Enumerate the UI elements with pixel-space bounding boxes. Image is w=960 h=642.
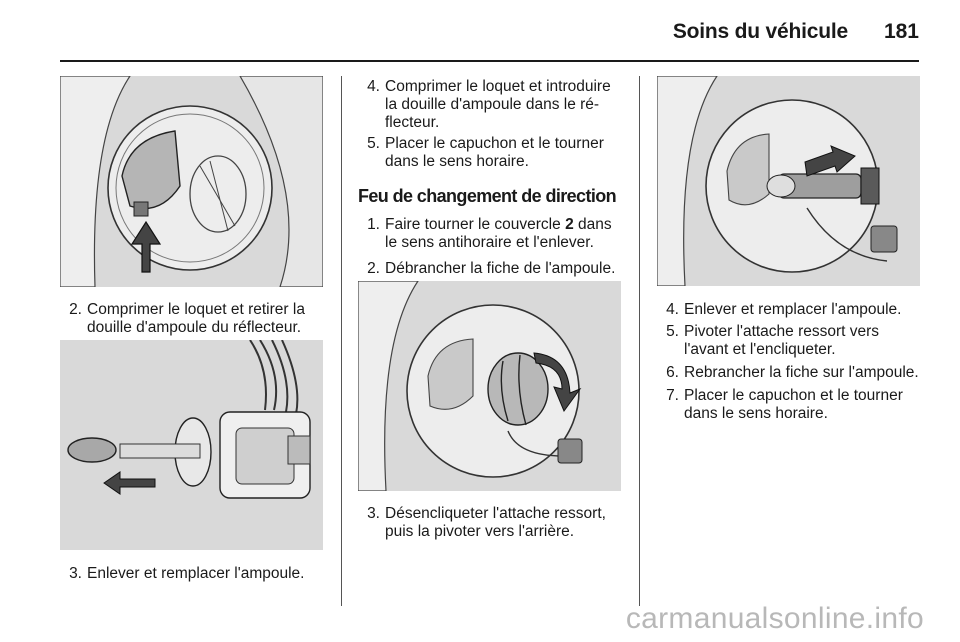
step-number: 1. xyxy=(367,216,380,233)
step-text: Enlever et remplacer l'ampoule. xyxy=(684,301,902,318)
step-number: 4. xyxy=(367,78,380,95)
step-number: 6. xyxy=(666,364,679,381)
section-heading: Feu de changement de direction xyxy=(358,186,617,206)
step-number: 2. xyxy=(69,301,82,318)
list-item xyxy=(60,565,330,583)
page-title: Soins du véhicule xyxy=(672,20,848,43)
step-number: 3. xyxy=(69,565,82,582)
list-item xyxy=(657,323,927,359)
list-item xyxy=(358,78,623,132)
step-text: Comprimer le loquet et introduire la douille d'ampoule dans le ré-flecteur. xyxy=(385,78,611,131)
site-watermark: carmanualsonline.info xyxy=(625,602,924,635)
list-item xyxy=(657,387,927,423)
step-text: Enlever et remplacer l'ampoule. xyxy=(87,565,305,582)
header-divider xyxy=(60,60,919,62)
illustration-bulb-replacement xyxy=(60,340,323,550)
list-item xyxy=(358,216,623,252)
illustration-socket-removal xyxy=(60,76,323,287)
list-item xyxy=(657,301,927,319)
step-text: Pivoter l'attache ressort vers l'avant et l'encliqueter. xyxy=(684,323,880,358)
list-item xyxy=(358,505,623,541)
step-number: 7. xyxy=(666,387,679,404)
illustration-turn-signal-housing xyxy=(358,281,621,491)
callout-number: 2 xyxy=(565,216,574,233)
step-number: 3. xyxy=(367,505,380,522)
illustration-turn-signal-bulb xyxy=(657,76,920,286)
column-divider-2 xyxy=(639,76,640,606)
step-text: Placer le capuchon et le tourner dans le sens horaire. xyxy=(684,387,903,422)
list-item xyxy=(358,260,626,278)
page-number: 181 xyxy=(883,20,919,43)
list-item xyxy=(60,301,330,337)
column-divider-1 xyxy=(341,76,342,606)
step-number: 2. xyxy=(367,260,380,277)
list-item xyxy=(358,135,623,171)
step-number: 4. xyxy=(666,301,679,318)
step-number: 5. xyxy=(367,135,380,152)
step-text: Placer le capuchon et le tourner dans le sens horaire. xyxy=(385,135,604,170)
step-text: Rebrancher la fiche sur l'ampoule. xyxy=(684,364,919,381)
step-number: 5. xyxy=(666,323,679,340)
step-text: Désencliqueter l'attache ressort, puis la pivoter vers l'arrière. xyxy=(385,505,606,540)
step-text: Comprimer le loquet et retirer la douille d'ampoule du réflecteur. xyxy=(87,301,305,336)
step-text: Faire tourner le couvercle 2 dans le sens antihoraire et l'enlever. xyxy=(385,216,612,251)
list-item xyxy=(657,364,932,382)
step-text: Débrancher la fiche de l'ampoule. xyxy=(385,260,616,277)
